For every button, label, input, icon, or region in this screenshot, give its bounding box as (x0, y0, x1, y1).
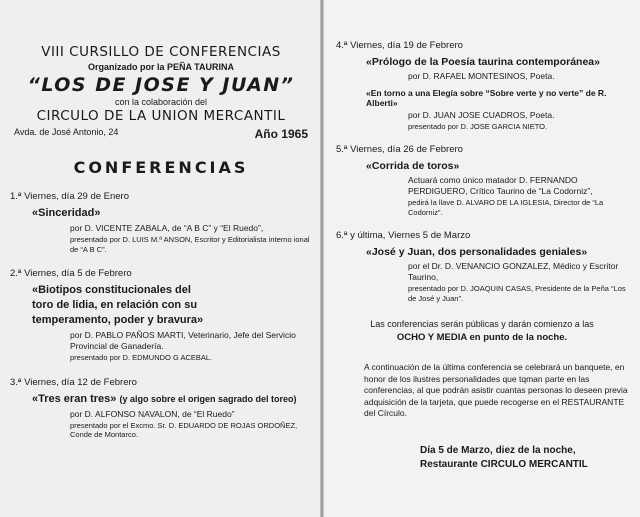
conference-date: 1.ª Viernes, día 29 de Enero (10, 191, 130, 202)
speaker: por D. ALFONSO NAVALON, de “El Ruedo” (70, 408, 235, 419)
conference-title: «Corrida de toros» (366, 160, 460, 173)
title-line-1: «Biotipos constitucionales del (32, 284, 191, 297)
title-subtitle: (y algo sobre el origen sagrado del toreo) (119, 393, 297, 404)
conference-date: 6.ª y última, Viernes 5 de Marzo (336, 229, 471, 241)
address-row (10, 127, 312, 141)
conference-date: 3.ª Viernes, día 12 de Febrero (10, 376, 137, 388)
right-page (324, 0, 640, 517)
conference-6 (336, 230, 628, 304)
presenter: presentado por el Excmo. Sr. D. EDUARDO DE ROJAS ORDOÑEZ, Conde de Montarco. (70, 420, 298, 440)
title-line-3: temperamento, poder y bravura» (32, 314, 204, 327)
presenter: presentado por D. LUIS M.ª ANSON, Escritor y Editorialista interno ional de “A B C”. (70, 234, 310, 254)
collaboration-line: con la colaboración del (114, 97, 208, 107)
title-line-2: toro de lidia, en relación con su (32, 299, 198, 312)
conference-title (32, 392, 312, 407)
title-main: «Tres eran tres» (32, 392, 117, 405)
year: Año 1965 (254, 127, 308, 141)
schedule-note (336, 318, 628, 345)
conference-5 (336, 144, 628, 218)
conference-4 (336, 40, 628, 132)
conference-1 (10, 191, 312, 254)
banquet-signoff (420, 444, 628, 473)
club-name: “LOS DE JOSE Y JUAN” (27, 74, 295, 96)
speaker: por D. VICENTE ZABALA, de “A B C” y “El Ruedo”, (70, 222, 264, 233)
speaker: por D. PABLO PAÑOS MARTI, Veterinario, Jefe del Servicio Provincial de Ganadería. (70, 329, 296, 351)
conference-title: «Prólogo de la Poesía taurina contemporánea» (366, 56, 600, 68)
conference-2 (10, 268, 312, 362)
address: Avda. de José Antonio, 24 (14, 127, 119, 137)
speaker-2: por D. JUAN JOSE CUADROS, Poeta. (408, 110, 555, 121)
cursillo-title: VIII CURSILLO DE CONFERENCIAS (41, 44, 281, 60)
speaker: por el Dr. D. VENANCIO GONZALEZ, Médico y Escritor Taurino, (408, 260, 619, 282)
schedule-note-line-1: Las conferencias serán públicas y darán comienzo a las (370, 318, 594, 329)
presenter-2: presentado por D. JOSE GARCIA NIETO. (408, 122, 548, 132)
conference-date: 5.ª Viernes, día 26 de Febrero (336, 144, 463, 156)
banquet-venue: Restaurante CIRCULO MERCANTIL (420, 459, 588, 471)
organizer-line: Organizado por la PEÑA TAURINA (87, 62, 234, 72)
presenter: presentado por D. EDMUNDO G ACEBAL. (70, 353, 213, 363)
presenter: presentado por D. JOAQUIN CASAS, Presidente de la Peña “Los de José y Juan”. (408, 284, 626, 303)
conference-date: 2.ª Viernes, día 5 de Febrero (10, 268, 132, 280)
speaker: Actuará como único matador D. FERNANDO PERDIGUERO, Crítico Taurino de “La Codorniz”, (408, 175, 593, 197)
schedule-time: OCHO Y MEDIA en punto de la noche. (396, 331, 568, 343)
conference-date: 4.ª Viernes, día 19 de Febrero (336, 40, 463, 51)
speaker: por D. RAFAEL MONTESINOS, Poeta. (408, 71, 555, 82)
conferencias-heading: CONFERENCIAS (73, 158, 249, 177)
conference-3 (10, 377, 312, 440)
conference-title: «José y Juan, dos personalidades geniales» (366, 245, 588, 258)
circle-name: CIRCULO DE LA UNION MERCANTIL (36, 108, 286, 124)
conference-title: «Sinceridad» (32, 207, 101, 219)
conference-title (32, 283, 312, 328)
conference-title-2: «En torno a una Elegía sobre “Sobre verte y no verte” de R. Alberti» (366, 88, 607, 109)
banquet-note: A continuación de la última conferencia se celebrará un banquete, en honor de los ilustres personalidades que tqman parte en las conferencias, al que podrán asistir cuantas personas lo deseen previa adquisición de la tarjeta, que puede recogerse en el RESTAURANTE del Círculo. (364, 362, 628, 419)
presenter: pedirá la llave D. ALVARO DE LA IGLESIA, Director de “La Codorniz”. (408, 198, 604, 218)
banquet-date: Día 5 de Marzo, diez de la noche, (420, 444, 576, 456)
